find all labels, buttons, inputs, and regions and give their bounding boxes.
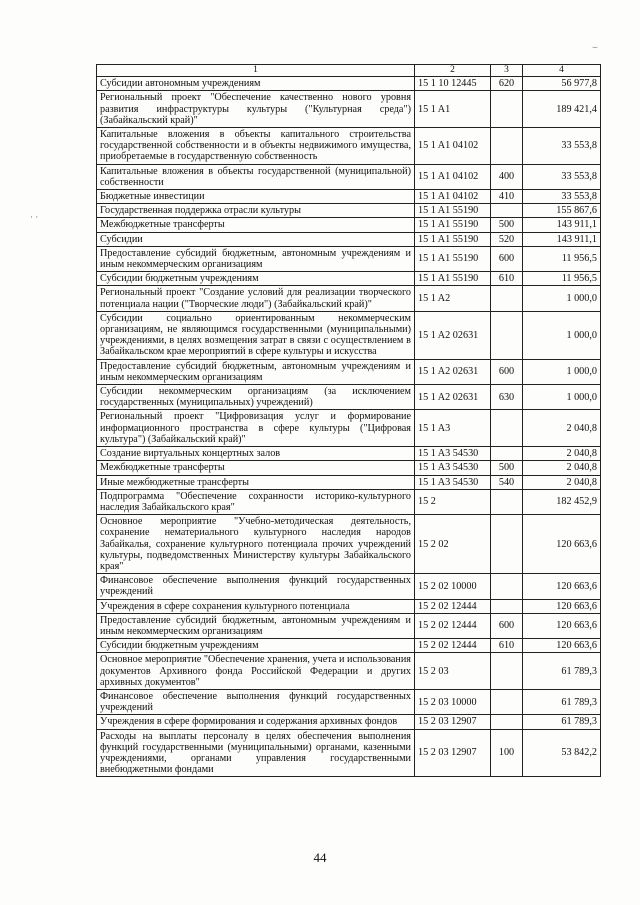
table-row — [97, 410, 601, 447]
row-expense-type-cell — [491, 653, 523, 690]
row-name-cell: Учреждения в сфере сохранения культурного потенциала — [97, 599, 415, 613]
row-expense-type-cell: 500 — [491, 218, 523, 232]
row-sum-cell: 33 553,8 — [523, 190, 601, 204]
row-expense-type-cell — [491, 204, 523, 218]
table-row — [97, 77, 601, 91]
row-code-cell: 15 2 03 12907 — [415, 715, 491, 729]
row-code-cell: 15 1 A1 55190 — [415, 272, 491, 286]
row-sum-cell: 1 000,0 — [523, 359, 601, 384]
row-expense-type-cell: 600 — [491, 613, 523, 638]
table-row — [97, 689, 601, 714]
table-row — [97, 272, 601, 286]
row-sum-cell: 11 956,5 — [523, 246, 601, 271]
row-name-cell: Межбюджетные трансферты — [97, 461, 415, 475]
table-row — [97, 475, 601, 489]
row-name-cell: Капитальные вложения в объекты государственной (муниципальной) собственности — [97, 164, 415, 189]
header-cell-4: 4 — [523, 65, 601, 77]
table-row — [97, 218, 601, 232]
row-expense-type-cell — [491, 128, 523, 165]
table-row — [97, 311, 601, 359]
row-expense-type-cell: 610 — [491, 272, 523, 286]
row-code-cell: 15 1 A2 02631 — [415, 359, 491, 384]
table-row — [97, 461, 601, 475]
row-code-cell: 15 1 A1 55190 — [415, 232, 491, 246]
row-sum-cell: 143 911,1 — [523, 218, 601, 232]
row-code-cell: 15 1 A1 55190 — [415, 218, 491, 232]
row-name-cell: Субсидии некоммерческим организациям (за исключением государственных (муниципальных) учреждений) — [97, 385, 415, 410]
row-name-cell: Бюджетные инвестиции — [97, 190, 415, 204]
row-expense-type-cell — [491, 286, 523, 311]
table-row — [97, 447, 601, 461]
row-name-cell: Региональный проект "Обеспечение качественно нового уровня развития инфраструктуры культуры ("Культурная среда") (Забайкальский край)" — [97, 91, 415, 128]
row-expense-type-cell — [491, 689, 523, 714]
table-row — [97, 574, 601, 599]
row-name-cell: Создание виртуальных концертных залов — [97, 447, 415, 461]
table-row — [97, 286, 601, 311]
row-code-cell: 15 2 02 12444 — [415, 599, 491, 613]
row-code-cell: 15 1 A3 54530 — [415, 461, 491, 475]
row-expense-type-cell: 620 — [491, 77, 523, 91]
table-row — [97, 204, 601, 218]
table-row — [97, 515, 601, 574]
row-sum-cell: 120 663,6 — [523, 574, 601, 599]
budget-table-body — [97, 65, 601, 777]
row-sum-cell: 1 000,0 — [523, 311, 601, 359]
row-sum-cell: 61 789,3 — [523, 689, 601, 714]
row-sum-cell: 2 040,8 — [523, 447, 601, 461]
row-name-cell: Финансовое обеспечение выполнения функций государственных учреждений — [97, 574, 415, 599]
row-code-cell: 15 2 02 12444 — [415, 639, 491, 653]
row-expense-type-cell — [491, 599, 523, 613]
row-sum-cell: 182 452,9 — [523, 489, 601, 514]
row-sum-cell: 120 663,6 — [523, 613, 601, 638]
budget-table — [96, 64, 601, 777]
row-name-cell: Субсидии — [97, 232, 415, 246]
row-sum-cell: 155 867,6 — [523, 204, 601, 218]
row-sum-cell: 2 040,8 — [523, 475, 601, 489]
row-sum-cell: 1 000,0 — [523, 286, 601, 311]
row-code-cell: 15 1 A2 02631 — [415, 385, 491, 410]
row-sum-cell: 61 789,3 — [523, 715, 601, 729]
row-code-cell: 15 1 10 12445 — [415, 77, 491, 91]
table-header-row — [97, 65, 601, 77]
row-sum-cell: 2 040,8 — [523, 410, 601, 447]
row-code-cell: 15 2 02 — [415, 515, 491, 574]
table-row — [97, 599, 601, 613]
header-cell-1: 1 — [97, 65, 415, 77]
row-name-cell: Субсидии автономным учреждениям — [97, 77, 415, 91]
row-expense-type-cell: 400 — [491, 164, 523, 189]
row-sum-cell: 2 040,8 — [523, 461, 601, 475]
row-expense-type-cell: 600 — [491, 246, 523, 271]
row-name-cell: Межбюджетные трансферты — [97, 218, 415, 232]
row-code-cell: 15 1 A1 04102 — [415, 164, 491, 189]
table-row — [97, 489, 601, 514]
row-code-cell: 15 1 A1 04102 — [415, 190, 491, 204]
row-name-cell: Учреждения в сфере формирования и содержания архивных фондов — [97, 715, 415, 729]
row-name-cell: Основное мероприятие "Учебно-методическая деятельность, сохранение нематериального культурного наследия народов Забайкалья, сохранение культурного потенциала прочих учреждений культуры, подведомственных Министерству культуры Забайкальского края" — [97, 515, 415, 574]
row-expense-type-cell: 100 — [491, 729, 523, 777]
row-name-cell: Финансовое обеспечение выполнения функций государственных учреждений — [97, 689, 415, 714]
scan-mark: · · — [30, 212, 39, 222]
table-row — [97, 653, 601, 690]
table-row — [97, 715, 601, 729]
row-expense-type-cell: 630 — [491, 385, 523, 410]
row-name-cell: Иные межбюджетные трансферты — [97, 475, 415, 489]
row-sum-cell: 120 663,6 — [523, 599, 601, 613]
row-name-cell: Субсидии бюджетным учреждениям — [97, 272, 415, 286]
scan-mark: ⌣ — [592, 42, 598, 52]
row-name-cell: Предоставление субсидий бюджетным, автономным учреждениям и иным некоммерческим организациям — [97, 359, 415, 384]
row-name-cell: Подпрограмма "Обеспечение сохранности историко-культурного наследия Забайкальского края" — [97, 489, 415, 514]
row-code-cell: 15 2 — [415, 489, 491, 514]
row-name-cell: Расходы на выплаты персоналу в целях обеспечения выполнения функций государственными (муниципальными) органами, казенными учреждениями, органами управления государственными внебюджетными фондами — [97, 729, 415, 777]
table-row — [97, 385, 601, 410]
row-code-cell: 15 1 A2 02631 — [415, 311, 491, 359]
row-name-cell: Предоставление субсидий бюджетным, автономным учреждениям и иным некоммерческим организациям — [97, 246, 415, 271]
row-sum-cell: 1 000,0 — [523, 385, 601, 410]
row-expense-type-cell — [491, 311, 523, 359]
row-name-cell: Субсидии социально ориентированным некоммерческим организациям, не являющимся государственными (муниципальными) учреждениями, в целях возмещения затрат в связи с осуществлением в Забайкальском крае мероприятий в сфере культуры и искусства — [97, 311, 415, 359]
header-cell-3: 3 — [491, 65, 523, 77]
header-cell-2: 2 — [415, 65, 491, 77]
table-row — [97, 246, 601, 271]
row-sum-cell: 33 553,8 — [523, 164, 601, 189]
row-code-cell: 15 1 A1 — [415, 91, 491, 128]
row-code-cell: 15 1 A1 55190 — [415, 246, 491, 271]
table-row — [97, 232, 601, 246]
row-expense-type-cell: 610 — [491, 639, 523, 653]
table-row — [97, 729, 601, 777]
row-sum-cell: 120 663,6 — [523, 639, 601, 653]
row-sum-cell: 61 789,3 — [523, 653, 601, 690]
row-code-cell: 15 2 03 — [415, 653, 491, 690]
row-code-cell: 15 2 03 12907 — [415, 729, 491, 777]
table-row — [97, 613, 601, 638]
row-expense-type-cell — [491, 91, 523, 128]
row-expense-type-cell: 500 — [491, 461, 523, 475]
row-name-cell: Государственная поддержка отрасли культуры — [97, 204, 415, 218]
table-row — [97, 91, 601, 128]
row-name-cell: Предоставление субсидий бюджетным, автономным учреждениям и иным некоммерческим организациям — [97, 613, 415, 638]
table-row — [97, 639, 601, 653]
table-row — [97, 359, 601, 384]
row-expense-type-cell: 520 — [491, 232, 523, 246]
row-code-cell: 15 1 A1 04102 — [415, 128, 491, 165]
table-row — [97, 190, 601, 204]
row-expense-type-cell — [491, 489, 523, 514]
row-name-cell: Субсидии бюджетным учреждениям — [97, 639, 415, 653]
row-name-cell: Основное мероприятие "Обеспечение хранения, учета и использования документов Архивного фонда Российской Федерации и других архивных документов" — [97, 653, 415, 690]
row-sum-cell: 189 421,4 — [523, 91, 601, 128]
row-code-cell: 15 1 A3 — [415, 410, 491, 447]
row-sum-cell: 11 956,5 — [523, 272, 601, 286]
row-expense-type-cell — [491, 574, 523, 599]
row-sum-cell: 56 977,8 — [523, 77, 601, 91]
row-code-cell: 15 1 A2 — [415, 286, 491, 311]
row-expense-type-cell: 540 — [491, 475, 523, 489]
table-row — [97, 128, 601, 165]
row-expense-type-cell: 600 — [491, 359, 523, 384]
row-name-cell: Капитальные вложения в объекты капитального строительства государственной собственности и в объекты недвижимого имущества, приобретаемые в государственную собственность — [97, 128, 415, 165]
row-expense-type-cell — [491, 515, 523, 574]
row-expense-type-cell — [491, 410, 523, 447]
row-code-cell: 15 1 A3 54530 — [415, 447, 491, 461]
row-code-cell: 15 2 03 10000 — [415, 689, 491, 714]
row-sum-cell: 33 553,8 — [523, 128, 601, 165]
row-code-cell: 15 2 02 12444 — [415, 613, 491, 638]
page-number: 44 — [313, 850, 327, 865]
row-expense-type-cell — [491, 715, 523, 729]
row-code-cell: 15 1 A3 54530 — [415, 475, 491, 489]
row-name-cell: Региональный проект "Создание условий для реализации творческого потенциала нации ("Творческие люди") (Забайкальский край)" — [97, 286, 415, 311]
row-code-cell: 15 2 02 10000 — [415, 574, 491, 599]
table-row — [97, 164, 601, 189]
row-name-cell: Региональный проект "Цифровизация услуг и формирование информационного пространства в сфере культуры ("Цифровая культура") (Забайкальский край)" — [97, 410, 415, 447]
row-expense-type-cell: 410 — [491, 190, 523, 204]
row-sum-cell: 143 911,1 — [523, 232, 601, 246]
row-sum-cell: 53 842,2 — [523, 729, 601, 777]
row-expense-type-cell — [491, 447, 523, 461]
row-sum-cell: 120 663,6 — [523, 515, 601, 574]
row-code-cell: 15 1 A1 55190 — [415, 204, 491, 218]
